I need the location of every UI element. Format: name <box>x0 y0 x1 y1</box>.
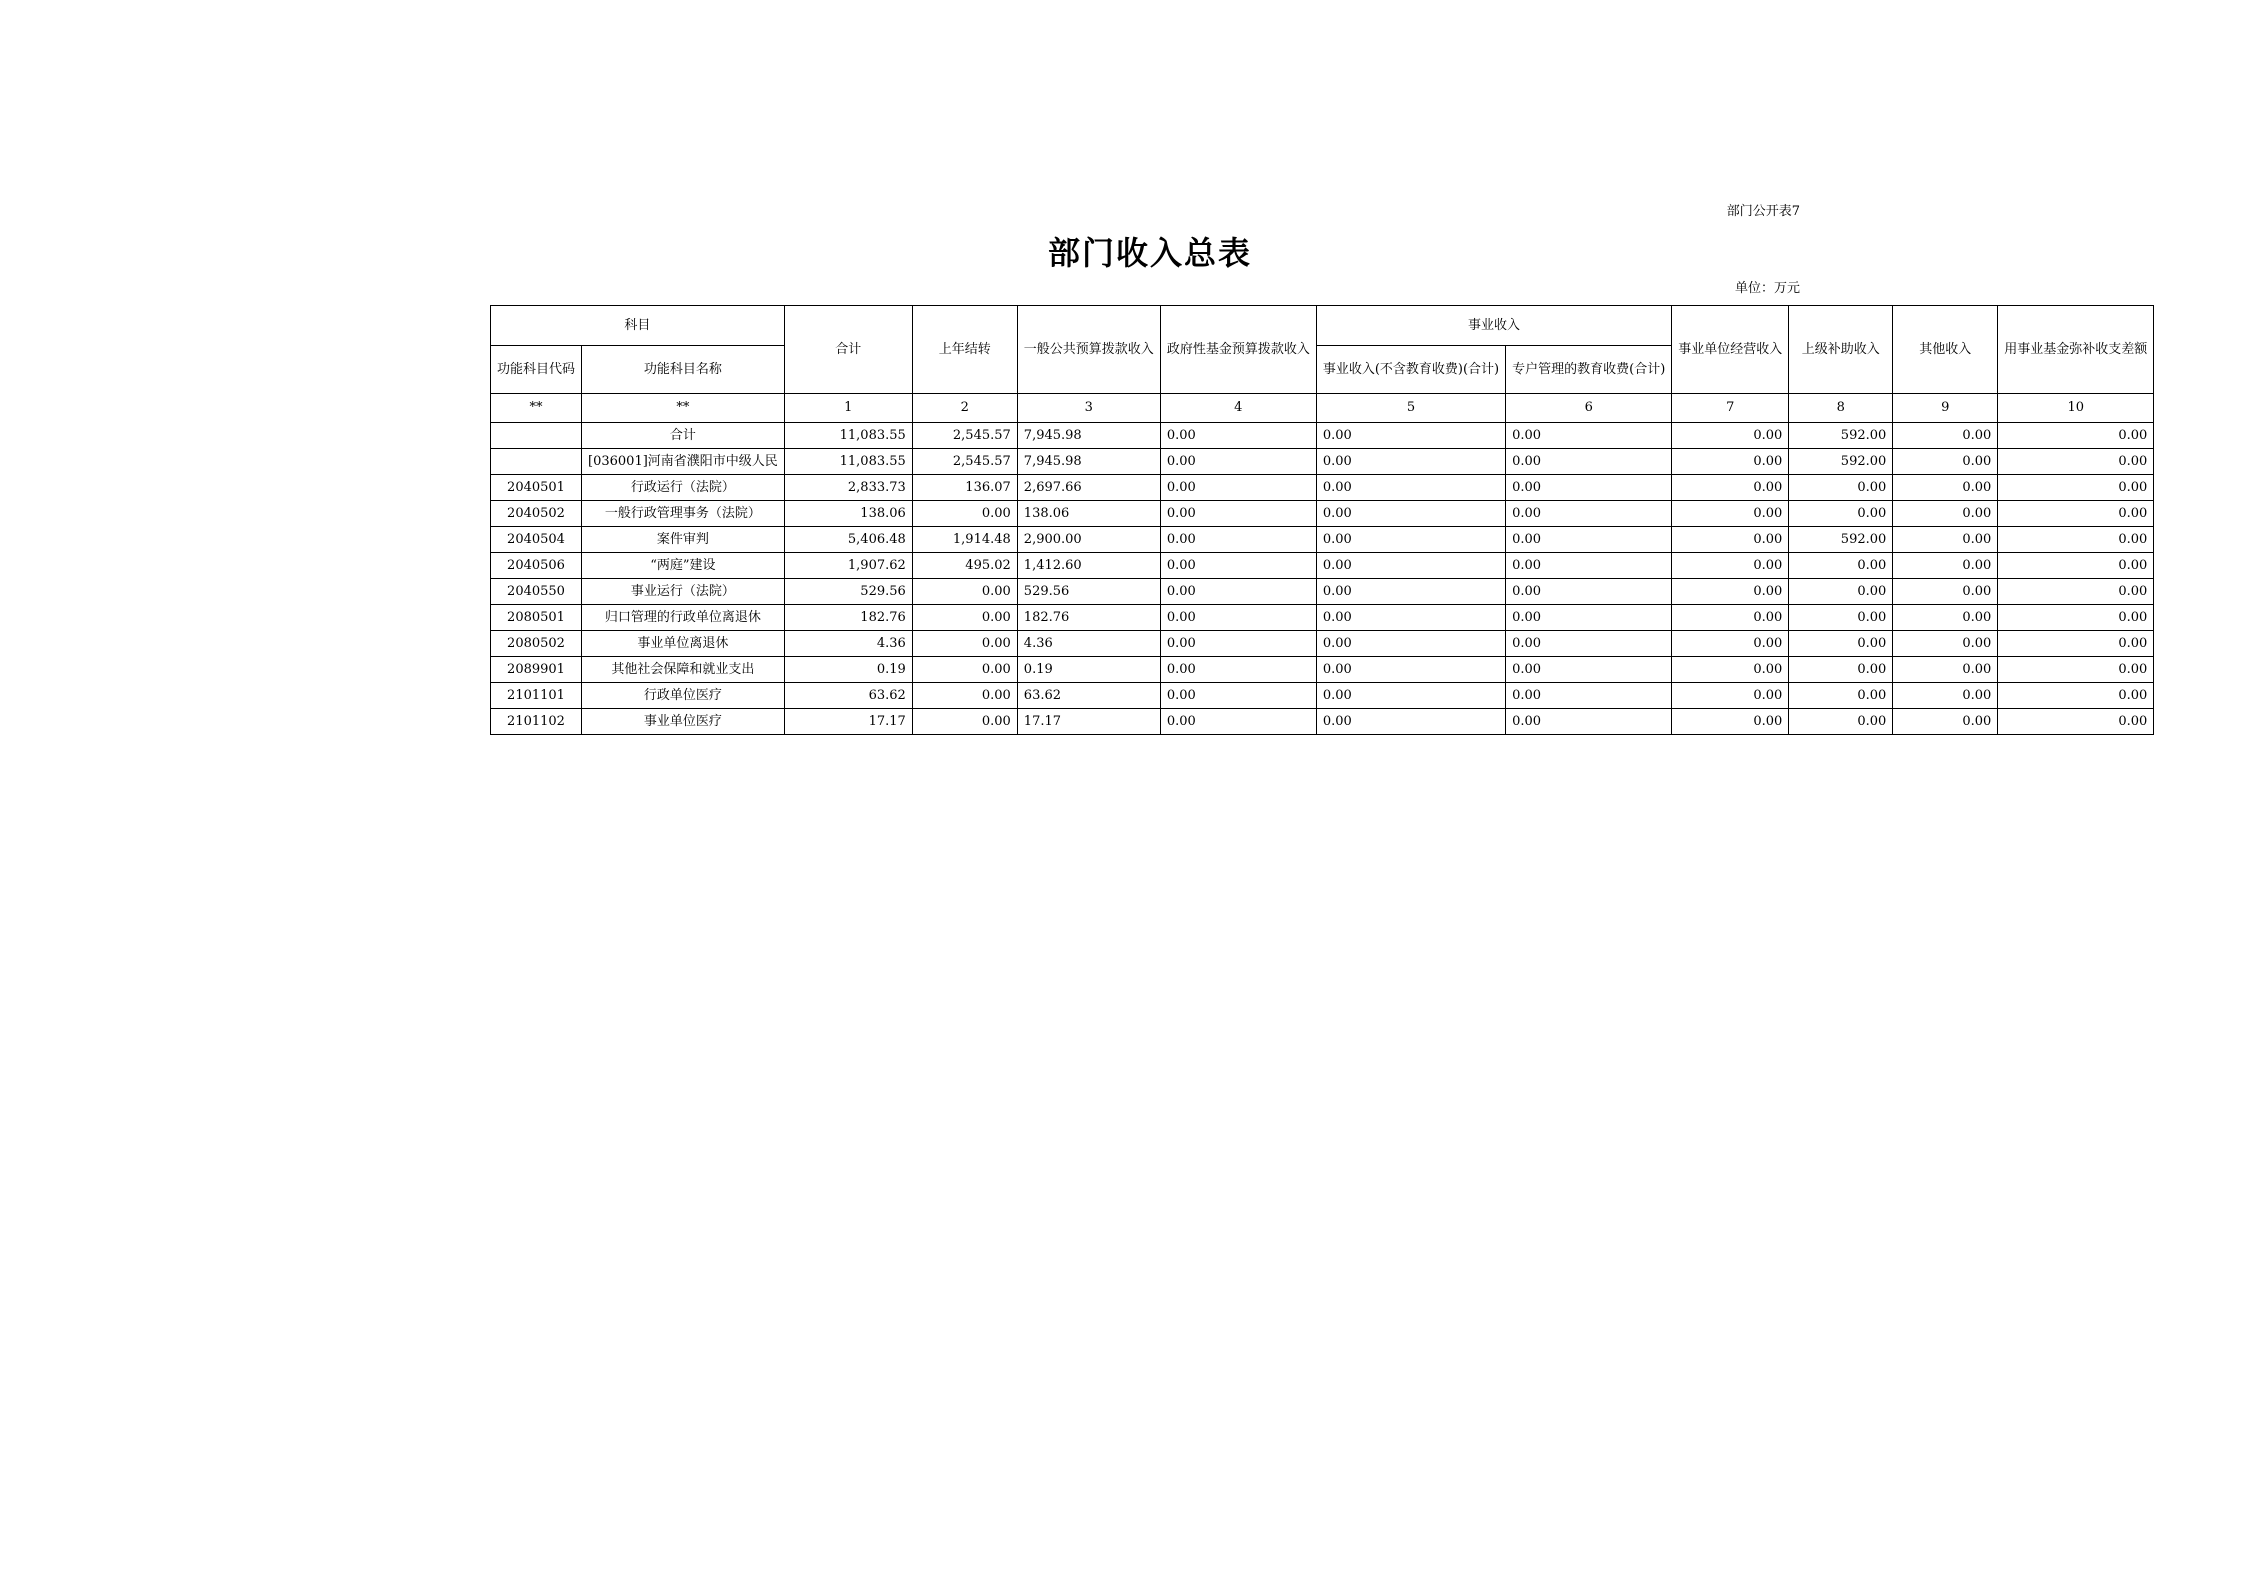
cell-superior: 0.00 <box>1789 709 1893 735</box>
cell-name: “两庭”建设 <box>582 553 785 579</box>
cell-business-sub2: 0.00 <box>1506 605 1672 631</box>
cell-other: 0.00 <box>1893 709 1998 735</box>
index-cell: 6 <box>1506 394 1672 423</box>
table-row <box>491 423 2154 449</box>
cell-total: 5,406.48 <box>784 527 912 553</box>
cell-operating: 0.00 <box>1672 449 1789 475</box>
cell-total: 1,907.62 <box>784 553 912 579</box>
cell-business-sub1: 0.00 <box>1316 475 1505 501</box>
cell-superior: 0.00 <box>1789 605 1893 631</box>
cell-carryover: 495.02 <box>912 553 1017 579</box>
cell-code: 2101101 <box>491 683 582 709</box>
cell-gov-fund: 0.00 <box>1160 423 1316 449</box>
table-row <box>491 527 2154 553</box>
cell-business-sub1: 0.00 <box>1316 657 1505 683</box>
cell-code: 2089901 <box>491 657 582 683</box>
cell-business-sub2: 0.00 <box>1506 553 1672 579</box>
index-cell: ** <box>491 394 582 423</box>
cell-business-sub2: 0.00 <box>1506 631 1672 657</box>
cell-general-budget: 0.19 <box>1017 657 1160 683</box>
cell-gov-fund: 0.00 <box>1160 475 1316 501</box>
cell-business-sub1: 0.00 <box>1316 631 1505 657</box>
cell-name: 其他社会保障和就业支出 <box>582 657 785 683</box>
cell-business-sub1: 0.00 <box>1316 579 1505 605</box>
index-cell: 1 <box>784 394 912 423</box>
cell-operating: 0.00 <box>1672 423 1789 449</box>
cell-operating: 0.00 <box>1672 657 1789 683</box>
cell-name: 事业单位医疗 <box>582 709 785 735</box>
cell-name: 归口管理的行政单位离退休 <box>582 605 785 631</box>
cell-gov-fund: 0.00 <box>1160 449 1316 475</box>
unit-label: 单位：万元 <box>1734 281 1800 296</box>
cell-code: 2101102 <box>491 709 582 735</box>
table-row <box>491 657 2154 683</box>
header-business-income: 事业收入 <box>1316 306 1671 346</box>
cell-gov-fund: 0.00 <box>1160 683 1316 709</box>
cell-operating: 0.00 <box>1672 709 1789 735</box>
cell-code: 2040502 <box>491 501 582 527</box>
cell-name: 事业运行（法院） <box>582 579 785 605</box>
cell-operating: 0.00 <box>1672 527 1789 553</box>
header-superior: 上级补助收入 <box>1789 306 1893 394</box>
cell-superior: 592.00 <box>1789 449 1893 475</box>
table-row <box>491 553 2154 579</box>
cell-superior: 0.00 <box>1789 579 1893 605</box>
cell-total: 2,833.73 <box>784 475 912 501</box>
cell-carryover: 1,914.48 <box>912 527 1017 553</box>
index-cell: 5 <box>1316 394 1505 423</box>
cell-general-budget: 63.62 <box>1017 683 1160 709</box>
cell-business-sub1: 0.00 <box>1316 527 1505 553</box>
cell-superior: 592.00 <box>1789 527 1893 553</box>
cell-carryover: 0.00 <box>912 579 1017 605</box>
header-other: 其他收入 <box>1893 306 1998 394</box>
cell-total: 529.56 <box>784 579 912 605</box>
table-row <box>491 683 2154 709</box>
header-general-budget: 一般公共预算拨款收入 <box>1017 306 1160 394</box>
cell-general-budget: 7,945.98 <box>1017 449 1160 475</box>
cell-code <box>491 423 582 449</box>
cell-other: 0.00 <box>1893 605 1998 631</box>
index-cell: 9 <box>1893 394 1998 423</box>
cell-code: 2080502 <box>491 631 582 657</box>
cell-superior: 0.00 <box>1789 501 1893 527</box>
cell-superior: 0.00 <box>1789 631 1893 657</box>
index-cell: ** <box>582 394 785 423</box>
cell-total: 4.36 <box>784 631 912 657</box>
cell-other: 0.00 <box>1893 527 1998 553</box>
cell-name: 一般行政管理事务（法院） <box>582 501 785 527</box>
cell-fund-offset: 0.00 <box>1998 605 2154 631</box>
cell-fund-offset: 0.00 <box>1998 579 2154 605</box>
table-row <box>491 449 2154 475</box>
cell-code <box>491 449 582 475</box>
cell-business-sub1: 0.00 <box>1316 553 1505 579</box>
cell-name: [036001]河南省濮阳市中级人民 <box>582 449 785 475</box>
cell-general-budget: 17.17 <box>1017 709 1160 735</box>
cell-carryover: 0.00 <box>912 683 1017 709</box>
cell-general-budget: 138.06 <box>1017 501 1160 527</box>
cell-other: 0.00 <box>1893 683 1998 709</box>
index-cell: 4 <box>1160 394 1316 423</box>
cell-carryover: 136.07 <box>912 475 1017 501</box>
index-cell: 7 <box>1672 394 1789 423</box>
cell-carryover: 0.00 <box>912 605 1017 631</box>
header-subject: 科目 <box>491 306 785 346</box>
cell-total: 182.76 <box>784 605 912 631</box>
cell-carryover: 0.00 <box>912 657 1017 683</box>
cell-superior: 0.00 <box>1789 657 1893 683</box>
cell-general-budget: 529.56 <box>1017 579 1160 605</box>
table-row <box>491 605 2154 631</box>
cell-business-sub2: 0.00 <box>1506 449 1672 475</box>
cell-operating: 0.00 <box>1672 501 1789 527</box>
header-code: 功能科目代码 <box>491 346 582 394</box>
cell-name: 合计 <box>582 423 785 449</box>
cell-total: 138.06 <box>784 501 912 527</box>
header-business-sub1: 事业收入(不含教育收费)(合计) <box>1316 346 1505 394</box>
index-cell: 2 <box>912 394 1017 423</box>
cell-business-sub2: 0.00 <box>1506 683 1672 709</box>
page-title: 部门收入总表 <box>1047 234 1252 272</box>
cell-business-sub2: 0.00 <box>1506 527 1672 553</box>
cell-fund-offset: 0.00 <box>1998 709 2154 735</box>
index-row <box>491 394 2154 423</box>
cell-gov-fund: 0.00 <box>1160 527 1316 553</box>
cell-business-sub2: 0.00 <box>1506 501 1672 527</box>
cell-name: 行政单位医疗 <box>582 683 785 709</box>
cell-gov-fund: 0.00 <box>1160 501 1316 527</box>
cell-business-sub1: 0.00 <box>1316 605 1505 631</box>
header-carryover: 上年结转 <box>912 306 1017 394</box>
cell-other: 0.00 <box>1893 475 1998 501</box>
cell-carryover: 0.00 <box>912 709 1017 735</box>
cell-gov-fund: 0.00 <box>1160 709 1316 735</box>
cell-operating: 0.00 <box>1672 683 1789 709</box>
cell-general-budget: 1,412.60 <box>1017 553 1160 579</box>
cell-code: 2040506 <box>491 553 582 579</box>
cell-operating: 0.00 <box>1672 605 1789 631</box>
cell-superior: 0.00 <box>1789 683 1893 709</box>
table-row <box>491 709 2154 735</box>
table-row <box>491 631 2154 657</box>
cell-gov-fund: 0.00 <box>1160 553 1316 579</box>
cell-fund-offset: 0.00 <box>1998 449 2154 475</box>
cell-general-budget: 7,945.98 <box>1017 423 1160 449</box>
cell-business-sub1: 0.00 <box>1316 709 1505 735</box>
cell-business-sub2: 0.00 <box>1506 475 1672 501</box>
cell-general-budget: 2,900.00 <box>1017 527 1160 553</box>
cell-business-sub2: 0.00 <box>1506 579 1672 605</box>
cell-fund-offset: 0.00 <box>1998 527 2154 553</box>
cell-operating: 0.00 <box>1672 553 1789 579</box>
cell-general-budget: 182.76 <box>1017 605 1160 631</box>
cell-business-sub1: 0.00 <box>1316 423 1505 449</box>
cell-superior: 592.00 <box>1789 423 1893 449</box>
table-row <box>491 579 2154 605</box>
table-body <box>491 423 2154 735</box>
cell-operating: 0.00 <box>1672 475 1789 501</box>
cell-business-sub1: 0.00 <box>1316 501 1505 527</box>
income-summary-table <box>490 305 2154 735</box>
cell-gov-fund: 0.00 <box>1160 579 1316 605</box>
document-label: 部门公开表7 <box>1726 204 1800 219</box>
header-gov-fund: 政府性基金预算拨款收入 <box>1160 306 1316 394</box>
header-name: 功能科目名称 <box>582 346 785 394</box>
cell-other: 0.00 <box>1893 553 1998 579</box>
cell-fund-offset: 0.00 <box>1998 423 2154 449</box>
cell-business-sub2: 0.00 <box>1506 709 1672 735</box>
cell-operating: 0.00 <box>1672 631 1789 657</box>
cell-carryover: 2,545.57 <box>912 449 1017 475</box>
header-total: 合计 <box>784 306 912 394</box>
cell-carryover: 2,545.57 <box>912 423 1017 449</box>
cell-fund-offset: 0.00 <box>1998 501 2154 527</box>
header-operating: 事业单位经营收入 <box>1672 306 1789 394</box>
table-row <box>491 501 2154 527</box>
index-cell: 10 <box>1998 394 2154 423</box>
cell-other: 0.00 <box>1893 631 1998 657</box>
cell-name: 案件审判 <box>582 527 785 553</box>
cell-general-budget: 2,697.66 <box>1017 475 1160 501</box>
cell-fund-offset: 0.00 <box>1998 475 2154 501</box>
cell-business-sub2: 0.00 <box>1506 423 1672 449</box>
table-row <box>491 475 2154 501</box>
cell-superior: 0.00 <box>1789 553 1893 579</box>
cell-total: 11,083.55 <box>784 449 912 475</box>
cell-other: 0.00 <box>1893 423 1998 449</box>
cell-total: 11,083.55 <box>784 423 912 449</box>
cell-gov-fund: 0.00 <box>1160 657 1316 683</box>
cell-fund-offset: 0.00 <box>1998 657 2154 683</box>
header-fund-offset: 用事业基金弥补收支差额 <box>1998 306 2154 394</box>
cell-other: 0.00 <box>1893 657 1998 683</box>
cell-other: 0.00 <box>1893 449 1998 475</box>
cell-gov-fund: 0.00 <box>1160 605 1316 631</box>
cell-total: 63.62 <box>784 683 912 709</box>
header-business-sub2: 专户管理的教育收费(合计) <box>1506 346 1672 394</box>
cell-gov-fund: 0.00 <box>1160 631 1316 657</box>
cell-business-sub1: 0.00 <box>1316 683 1505 709</box>
cell-name: 行政运行（法院） <box>582 475 785 501</box>
cell-total: 0.19 <box>784 657 912 683</box>
cell-other: 0.00 <box>1893 501 1998 527</box>
cell-general-budget: 4.36 <box>1017 631 1160 657</box>
cell-code: 2040550 <box>491 579 582 605</box>
index-cell: 3 <box>1017 394 1160 423</box>
index-cell: 8 <box>1789 394 1893 423</box>
cell-business-sub2: 0.00 <box>1506 657 1672 683</box>
cell-other: 0.00 <box>1893 579 1998 605</box>
cell-operating: 0.00 <box>1672 579 1789 605</box>
cell-code: 2080501 <box>491 605 582 631</box>
cell-name: 事业单位离退休 <box>582 631 785 657</box>
cell-carryover: 0.00 <box>912 631 1017 657</box>
cell-fund-offset: 0.00 <box>1998 553 2154 579</box>
cell-code: 2040501 <box>491 475 582 501</box>
cell-fund-offset: 0.00 <box>1998 683 2154 709</box>
cell-fund-offset: 0.00 <box>1998 631 2154 657</box>
cell-carryover: 0.00 <box>912 501 1017 527</box>
cell-code: 2040504 <box>491 527 582 553</box>
cell-total: 17.17 <box>784 709 912 735</box>
cell-business-sub1: 0.00 <box>1316 449 1505 475</box>
cell-superior: 0.00 <box>1789 475 1893 501</box>
